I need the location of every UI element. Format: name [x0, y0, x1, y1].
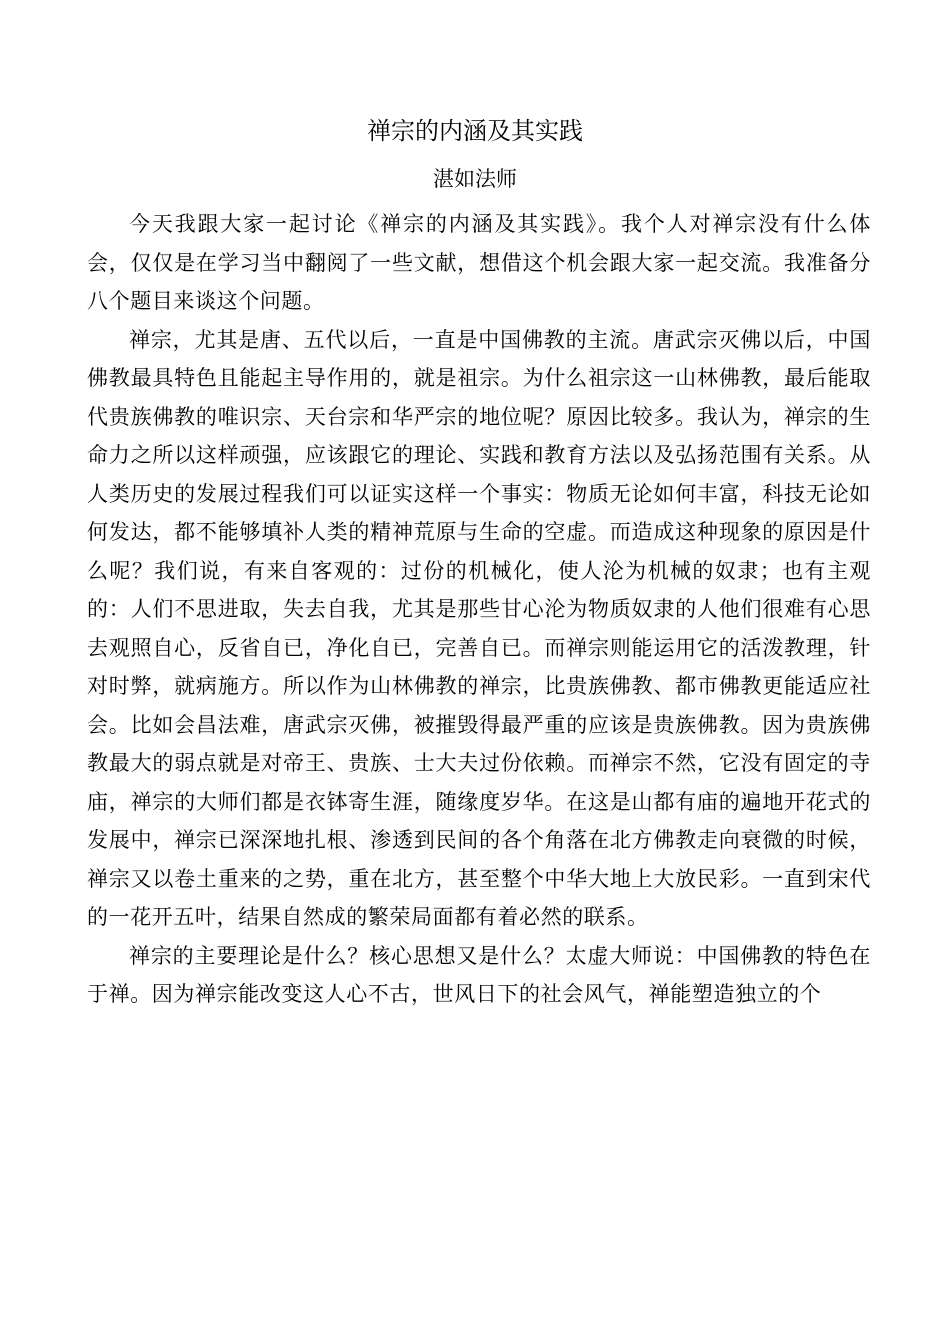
document-title: 禅宗的内涵及其实践: [367, 117, 583, 145]
paragraph-1: 今天我跟大家一起讨论《禅宗的内涵及其实践》。我个人对禅宗没有什么体会，仅仅是在学习当中翻阅了一些文献，想借这个机会跟大家一起交流。我准备分八个题目来谈这个问题。: [87, 212, 871, 313]
paragraph-3: 禅宗的主要理论是什么？核心思想又是什么？太虚大师说：中国佛教的特色在于禅。因为禅宗能改变这人心不古，世风日下的社会风气，禅能塑造独立的个: [87, 943, 871, 1006]
paragraph-2: 禅宗，尤其是唐、五代以后，一直是中国佛教的主流。唐武宗灭佛以后，中国佛教最具特色且能起主导作用的，就是祖宗。为什么祖宗这一山林佛教，最后能取代贵族佛教的唯识宗、天台宗和华严宗的地位呢？原因比较多。我认为，禅宗的生命力之所以这样顽强，应该跟它的理论、实践和教育方法以及弘扬范围有关系。从人类历史的发展过程我们可以证实这样一个事实：物质无论如何丰富，科技无论如何发达，都不能够填补人类的精神荒原与生命的空虚。而造成这种现象的原因是什么呢？我们说，有来自客观的：过份的机械化，使人沦为机械的奴隶；也有主观的：人们不思进取，失去自我，尤其是那些甘心沦为物质奴隶的人他们很难有心思去观照自心，反省自已，净化自已，完善自已。而禅宗则能运用它的活泼教理，针对时弊，就病施方。所以作为山林佛教的禅宗，比贵族佛教、都市佛教更能适应社会。比如会昌法难，唐武宗灭佛，被摧毁得最严重的应该是贵族佛教。因为贵族佛教最大的弱点就是对帝王、贵族、士大夫过份依赖。而禅宗不然，它没有固定的寺庙，禅宗的大师们都是衣钵寄生涯，随缘度岁华。在这是山都有庙的遍地开花式的发展中，禅宗已深深地扎根、渗透到民间的各个角落在北方佛教走向衰微的时候，禅宗又以卷土重来的之势，重在北方，甚至整个中华大地上大放民彩。一直到宋代的一花开五叶，结果自然成的繁荣局面都有着必然的联系。: [87, 327, 871, 929]
document-body: [87, 205, 871, 1014]
author-name: 湛如法师: [433, 167, 517, 191]
